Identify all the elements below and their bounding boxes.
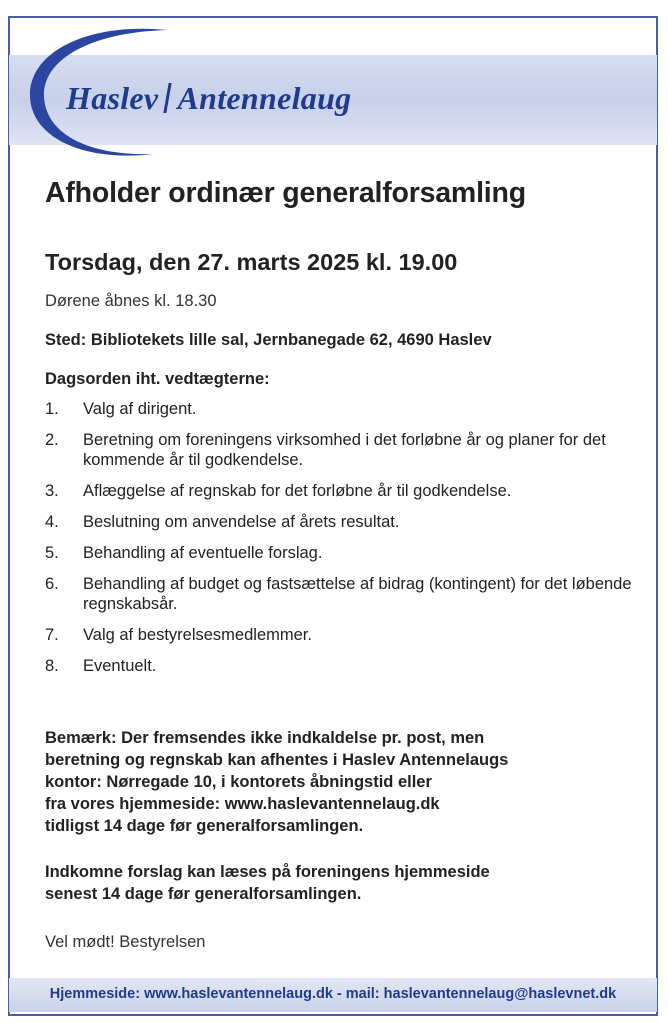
- agenda-text: Behandling af budget og fastsættelse af bidrag (kontingent) for det løbende regnskabsår.: [83, 575, 632, 613]
- agenda-text: Eventuelt.: [83, 657, 157, 675]
- headline: Afholder ordinær generalforsamling: [45, 177, 526, 209]
- agenda-number: 6.: [45, 575, 59, 593]
- signoff: Vel mødt! Bestyrelsen: [45, 933, 206, 951]
- meeting-date: Torsdag, den 27. marts 2025 kl. 19.00: [45, 249, 458, 275]
- footer-contact: Hjemmeside: www.haslevantennelaug.dk - mail: haslevantennelaug@haslevnet.dk: [49, 986, 617, 1002]
- agenda-item: [45, 574, 635, 614]
- doors-open: Dørene åbnes kl. 18.30: [45, 292, 217, 310]
- agenda-list: [45, 399, 635, 687]
- logo-divider: [164, 83, 172, 113]
- agenda-item: [45, 656, 635, 676]
- agenda-number: 7.: [45, 626, 59, 644]
- proposals-line: senest 14 dage før generalforsamlingen.: [45, 885, 362, 903]
- notice-line: fra vores hjemmeside: www.haslevantennelaug.dk: [45, 795, 440, 813]
- agenda-number: 2.: [45, 431, 59, 449]
- agenda-item: [45, 399, 635, 419]
- agenda-item: [45, 512, 635, 532]
- agenda-item: [45, 430, 635, 470]
- proposals-paragraph: [45, 861, 490, 905]
- agenda-number: 4.: [45, 513, 59, 531]
- agenda-number: 5.: [45, 544, 59, 562]
- notice-paragraph: [45, 727, 635, 837]
- agenda-text: Aflæggelse af regnskab for det forløbne år til godkendelse.: [83, 482, 512, 500]
- logo: [66, 80, 351, 117]
- agenda-number: 1.: [45, 400, 59, 418]
- agenda-number: 8.: [45, 657, 59, 675]
- agenda-item: [45, 625, 635, 645]
- logo-word-antennelaug: Antennelaug: [177, 80, 352, 116]
- meeting-place: Sted: Bibliotekets lille sal, Jernbanegade 62, 4690 Haslev: [45, 331, 492, 349]
- agenda-item: [45, 481, 635, 501]
- notice-line: kontor: Nørregade 10, i kontorets åbningstid eller: [45, 773, 432, 791]
- agenda-text: Beslutning om anvendelse af årets resultat.: [83, 513, 400, 531]
- proposals-line: Indkomne forslag kan læses på foreningens hjemmeside: [45, 863, 490, 881]
- agenda-text: Valg af bestyrelsesmedlemmer.: [83, 626, 312, 644]
- agenda-number: 3.: [45, 482, 59, 500]
- notice-line: beretning og regnskab kan afhentes i Haslev Antennelaugs: [45, 751, 509, 769]
- agenda-text: Valg af dirigent.: [83, 400, 197, 418]
- agenda-text: Behandling af eventuelle forslag.: [83, 544, 323, 562]
- logo-word-haslev: Haslev: [66, 80, 159, 116]
- agenda-text: Beretning om foreningens virksomhed i det forløbne år og planer for det kommende år til godkendelse.: [83, 431, 606, 469]
- notice-line: Bemærk: Der fremsendes ikke indkaldelse pr. post, men: [45, 729, 485, 747]
- notice-line: tidligst 14 dage før generalforsamlingen.: [45, 817, 364, 835]
- agenda-item: [45, 543, 635, 563]
- agenda-title: Dagsorden iht. vedtægterne:: [45, 370, 270, 388]
